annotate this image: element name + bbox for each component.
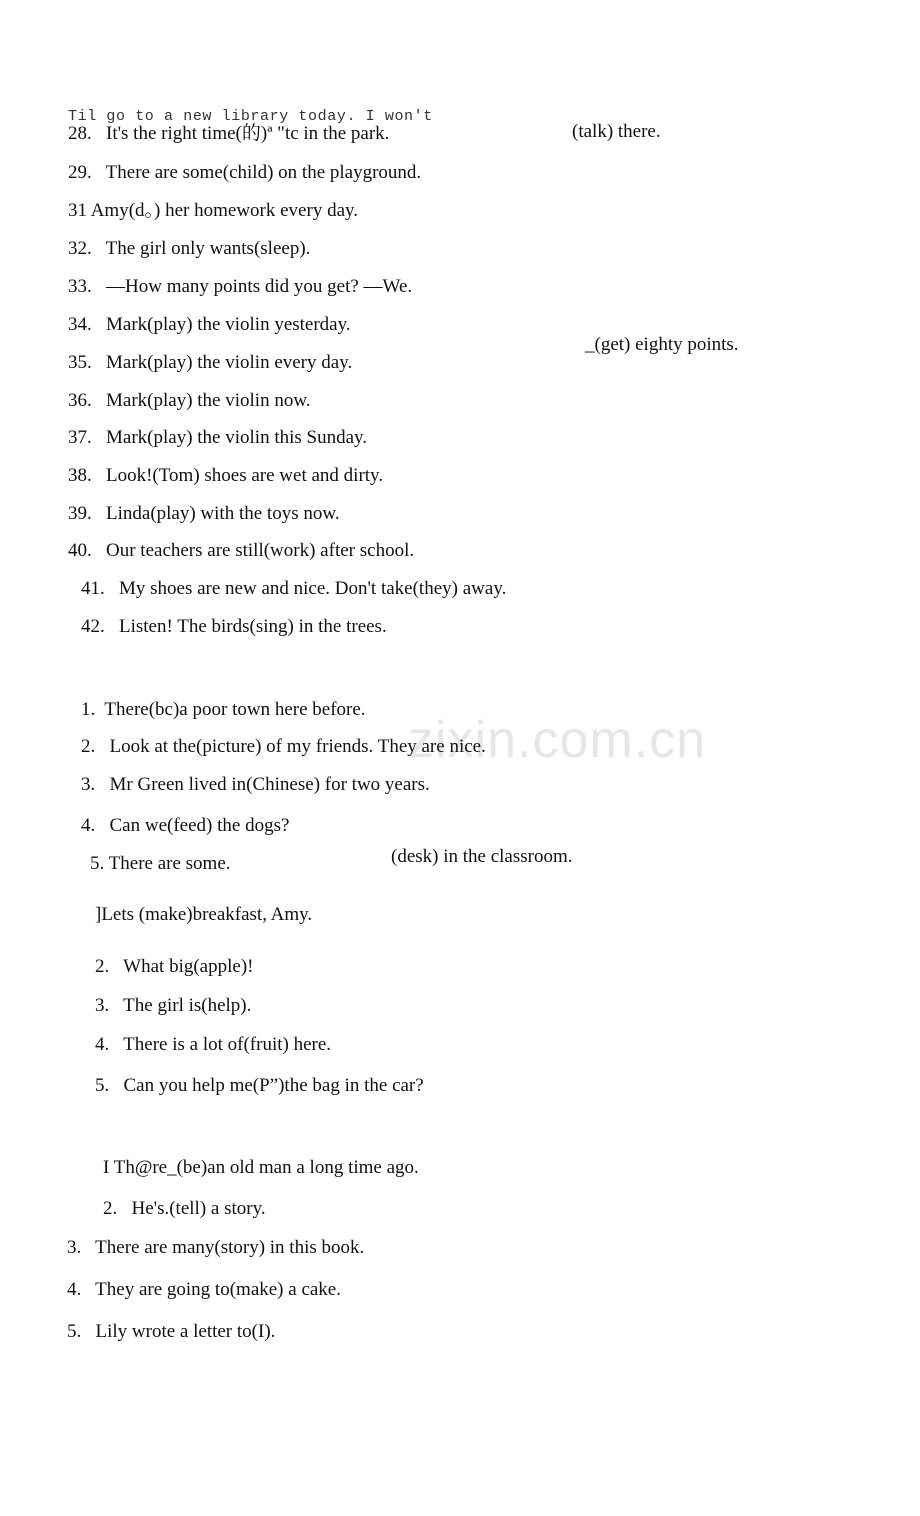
item-number: 2. [103,1198,118,1219]
item-text: Look!(Tom) shoes are wet and dirty. [106,465,384,486]
item-text: He's.(tell) a story. [131,1198,266,1219]
item-number: 40. [68,540,92,561]
item-text: It's the right time(的)ª "tc in the park. [106,123,390,144]
list-item [95,1075,424,1097]
item-text: —How many points did you get? —We. [106,276,413,297]
side-text-talk: (talk) there. [572,121,661,142]
item-text: Can you help me(P”)the bag in the car? [123,1075,424,1096]
side-text-get: _(get) eighty points. [585,334,739,355]
list-item [81,815,289,837]
item-number: 2. [81,736,96,757]
list-item [68,200,358,222]
list-item [81,616,387,638]
item-text: 31 Amy(d。) her homework every day. [68,200,359,221]
item-number: 41. [81,578,105,599]
item-number: 32. [68,238,92,259]
item-text: Can we(feed) the dogs? [109,815,290,836]
item-number: 4. [67,1279,82,1300]
list-item [68,503,340,525]
item-number: 37. [68,427,92,448]
item-number: 36. [68,390,92,411]
item-number: 28. [68,123,92,144]
list-item [68,238,310,260]
list-item [68,465,383,487]
item-number: 33. [68,276,92,297]
item-text: There are some(child) on the playground. [105,162,422,183]
item-text: Our teachers are still(work) after school. [106,540,415,561]
list-item [81,774,430,796]
item-text: Mark(play) the violin this Sunday. [106,427,368,448]
item-text: Listen! The birds(sing) in the trees. [119,616,387,637]
item-text: The girl only wants(sleep). [105,238,311,259]
item-text: Mark(play) the violin now. [106,390,311,411]
item-number: 3. [95,995,110,1016]
list-item [68,314,351,336]
item-text: Lily wrote a letter to(I). [95,1321,276,1342]
item-text: Mark(play) the violin every day. [106,352,353,373]
item-text: There is a lot of(fruit) here. [123,1034,332,1055]
item-number: 5. [95,1075,110,1096]
item-text: There are many(story) in this book. [95,1237,365,1258]
item-text: They are going to(make) a cake. [95,1279,341,1300]
item-text: Mark(play) the violin yesterday. [106,314,351,335]
item-text: My shoes are new and nice. Don't take(they) away. [119,578,507,599]
list-item [81,578,506,600]
section-lead: ]Lets (make)breakfast, Amy. [95,904,313,925]
list-item [67,1237,364,1259]
item-text: The girl is(help). [123,995,252,1016]
list-item [68,276,412,298]
item-number: 2. [95,956,110,977]
item-text: Linda(play) with the toys now. [106,503,340,524]
list-item [103,1198,266,1220]
list-item [95,995,251,1017]
item-number: 5. [67,1321,82,1342]
item-number: 42. [81,616,105,637]
header-note: Til go to a new library today. I won't [68,108,433,125]
item-number: 34. [68,314,92,335]
side-text-desk: (desk) in the classroom. [391,846,573,867]
watermark: zixin.com.cn [408,711,707,769]
list-item [68,352,352,374]
list-item [68,540,414,562]
item-number: 4. [81,815,96,836]
list-item [68,427,367,449]
list-item [90,853,231,875]
list-item [81,699,366,721]
list-item [68,123,389,145]
list-item [67,1279,341,1301]
item-text: Look at the(picture) of my friends. They are nice. [109,736,486,757]
item-number: 39. [68,503,92,524]
item-number: 3. [81,774,96,795]
list-item [67,1321,275,1343]
item-text: There(bc)a poor town here before. [104,699,366,720]
item-text: Mr Green lived in(Chinese) for two years. [109,774,430,795]
item-text: 5. There are some. [90,853,231,874]
item-text: What big(apple)! [123,956,254,977]
item-number: 1. [81,699,96,720]
item-number: 29. [68,162,92,183]
list-item [68,162,421,184]
item-number: 38. [68,465,92,486]
list-item [68,390,311,412]
item-number: 35. [68,352,92,373]
list-item [81,736,486,758]
section-lead: I Th@re_(be)an old man a long time ago. [103,1157,419,1178]
list-item [95,956,253,978]
item-number: 4. [95,1034,110,1055]
list-item [95,1034,331,1056]
item-number: 3. [67,1237,82,1258]
